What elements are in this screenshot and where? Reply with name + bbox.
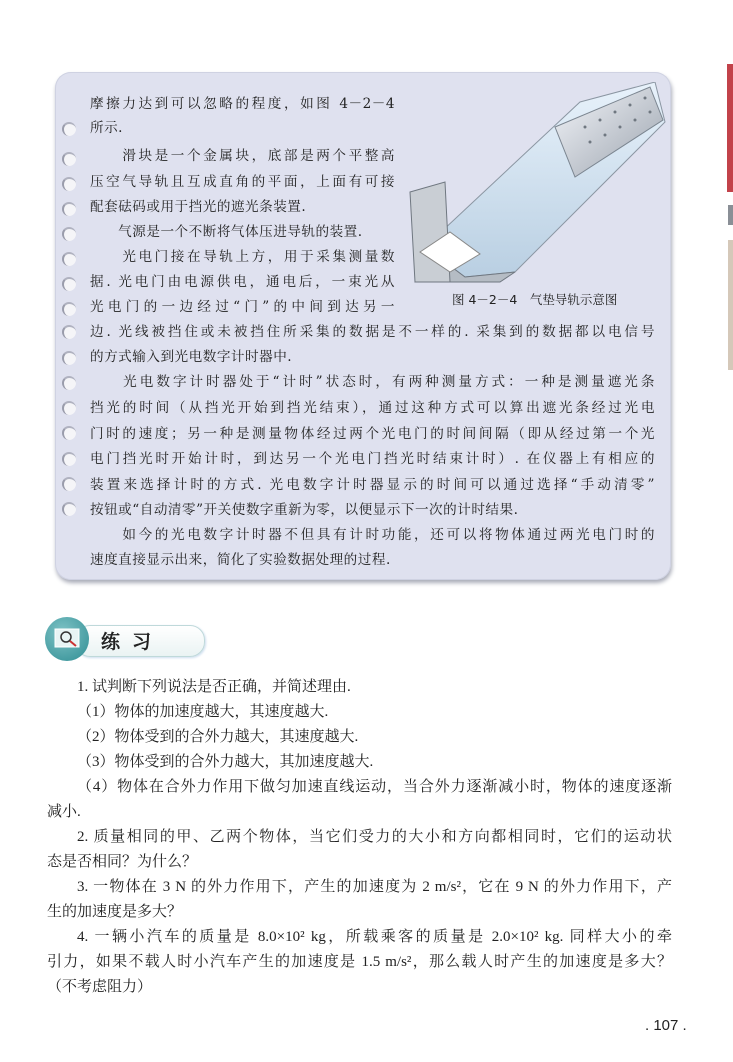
exercise-text-line: 3. 一物体在 3 N 的外力作用下，产生的加速度为 2 m/s²，它在 9 N 的外力作用下，产 [77,879,672,895]
exercise-text-line: （4）物体在合外力作用下做匀加速直线运动，当合外力逐渐减小时，物体的速度逐渐 [77,779,672,795]
figure-caption: 图 4－2－4 气垫导轨示意图 [452,292,618,307]
exercise-text-line: 态是否相同？为什么？ [47,854,198,870]
box-text-line: 按钮或“自动清零”开关使数字重新为零，以便显示下一次的计时结果. [90,502,519,518]
box-text-line: 光电门接在导轨上方，用于采集测量数 [90,249,395,265]
box-text-line: 据. 光电门由电源供电，通电后，一束光从 [90,274,395,290]
binder-ring [62,452,76,466]
binder-ring [62,227,76,241]
box-text-line: 速度直接显示出来，简化了实验数据处理的过程. [90,552,391,568]
box-text-line: 电门挡光时开始计时，到达另一个光电门挡光时结束计时）. 在仪器上有相应的 [90,451,655,467]
exercise-text-line: 1. 试判断下列说法是否正确，并简述理由. [77,679,351,695]
exercise-text-line: 引力，如果不载人时小汽车产生的加速度是 1.5 m/s²，那么载人时产生的加速度是多大？ [47,954,672,970]
binder-ring [62,202,76,216]
exercise-header [45,617,165,663]
side-text-mark [728,240,733,370]
binder-ring [62,351,76,365]
side-text-mark [728,205,733,225]
exercise-text-line: 减小. [47,804,81,820]
box-text-line: 配套砝码或用于挡光的遮光条装置. [90,199,307,215]
binder-ring [62,376,76,390]
box-text-line: 所示. [90,120,124,136]
binder-ring [62,426,76,440]
binder-ring [62,152,76,166]
exercise-text-line: 生的加速度是多大？ [47,904,183,920]
page-number: . 107 . [645,1017,687,1034]
magnifier-icon [45,617,89,661]
binder-ring [62,325,76,339]
chapter-tab [727,64,733,192]
binder-ring [62,502,76,516]
binder-ring [62,401,76,415]
box-text-line: 压空气导轨且互成直角的平面，上面有可接 [90,174,395,190]
binder-ring [62,477,76,491]
box-text-line: 装置来选择计时的方式. 光电数字计时器显示的时间可以通过选择“手动清零” [90,477,655,493]
exercise-text-line: （1）物体的加速度越大，其速度越大. [77,704,329,720]
exercise-text-line: 2. 质量相同的甲、乙两个物体，当它们受力的大小和方向都相同时，它们的运动状 [77,829,672,845]
box-text-line: 的方式输入到光电数字计时器中. [90,349,293,365]
exercise-text-line: （3）物体受到的合外力越大，其加速度越大. [77,754,374,770]
box-text-line: 边. 光线被挡住或未被挡住所采集的数据是不一样的. 采集到的数据都以电信号 [90,324,655,340]
air-track-figure [405,82,667,287]
binder-ring [62,302,76,316]
box-text-line: 摩擦力达到可以忽略的程度，如图 4－2－4 [90,96,395,112]
exercise-text-line: （不考虑阻力） [47,979,153,995]
box-text-line: 光电门的一边经过“门”的中间到达另一 [90,299,395,315]
exercise-text-line: 4. 一辆小汽车的质量是 8.0×10² kg，所载乘客的质量是 2.0×10² kg. 同样大小的牵 [77,929,672,945]
binder-ring [62,252,76,266]
exercise-text-line: （2）物体受到的合外力越大，其速度越大. [77,729,359,745]
box-text-line: 滑块是一个金属块，底部是两个平整高 [90,148,395,164]
box-text-line: 挡光的时间（从挡光开始到挡光结束），通过这种方式可以算出遮光条经过光电 [90,400,655,416]
exercise-title: 练习 [101,631,164,653]
box-text-line: 如今的光电数字计时器不但具有计时功能，还可以将物体通过两光电门时的 [90,527,655,543]
binder-ring [62,277,76,291]
binder-ring [62,177,76,191]
box-text-line: 门时的速度；另一种是测量物体经过两个光电门的时间间隔（即从经过第一个光 [90,426,655,442]
box-text-line: 气源是一个不断将气体压进导轨的装置. [90,224,363,240]
binder-ring [62,122,76,136]
box-text-line: 光电数字计时器处于“计时”状态时，有两种测量方式：一种是测量遮光条 [90,374,655,390]
